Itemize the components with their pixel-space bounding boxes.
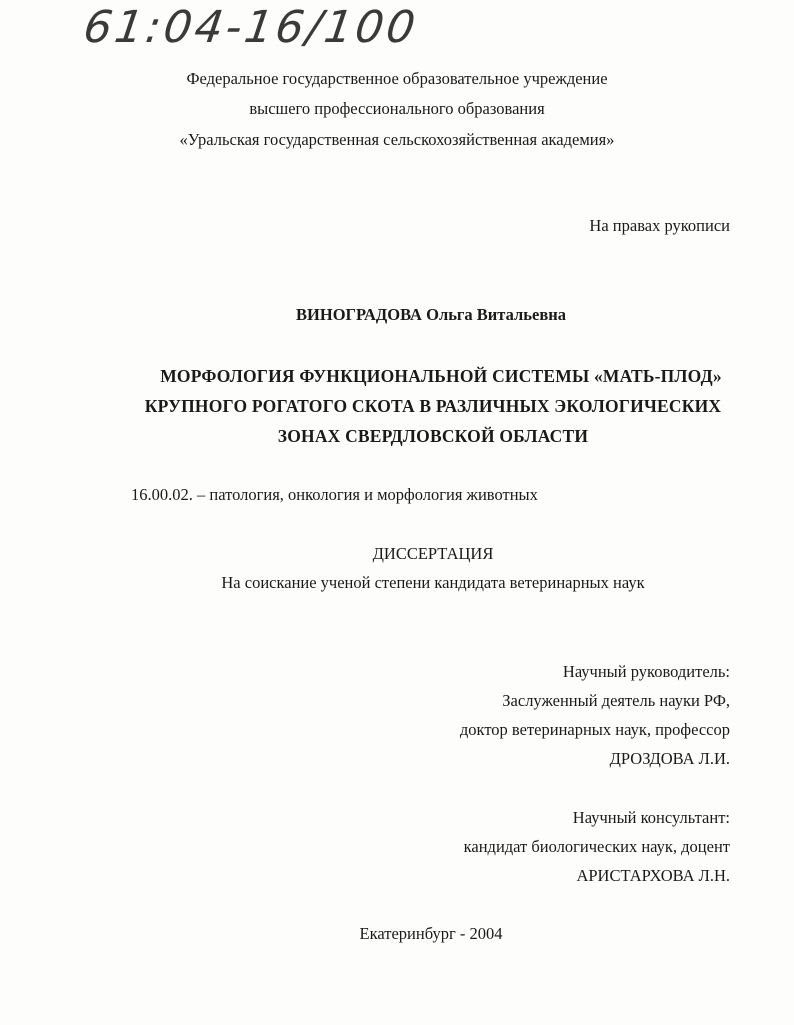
- thesis-title-line-2: КРУПНОГО РОГАТОГО СКОТА В РАЗЛИЧНЫХ ЭКОЛОГИЧЕСКИХ: [144, 396, 722, 416]
- archive-code-handwritten: 61:04-16/100: [80, 2, 422, 53]
- consultant-credentials: кандидат биологических наук, доцент: [463, 837, 730, 856]
- author-given-names: Ольга Витальевна: [426, 305, 566, 324]
- supervisor-name: ДРОЗДОВА Л.И.: [609, 749, 730, 768]
- supervisor-heading: Научный руководитель:: [562, 662, 730, 681]
- consultant-name: АРИСТАРХОВА Л.Н.: [576, 866, 730, 885]
- manuscript-note: На правах рукописи: [589, 216, 730, 235]
- institution-line-2: высшего профессионального образования: [249, 99, 545, 118]
- institution-line-1: Федеральное государственное образовательное учреждение: [186, 69, 608, 88]
- document-type: ДИССЕРТАЦИЯ: [372, 544, 494, 563]
- specialty-code: 16.00.02. – патология, онкология и морфология животных: [131, 485, 538, 504]
- supervisor-honor: Заслуженный деятель науки РФ,: [502, 691, 730, 710]
- author-surname: ВИНОГРАДОВА: [296, 305, 422, 324]
- thesis-title-line-1: МОРФОЛОГИЯ ФУНКЦИОНАЛЬНОЙ СИСТЕМЫ «МАТЬ-ПЛОД»: [160, 366, 722, 386]
- place-and-year: Екатеринбург - 2004: [359, 924, 503, 943]
- degree-sought: На соискание ученой степени кандидата ветеринарных наук: [221, 573, 645, 592]
- thesis-title-line-3: ЗОНАХ СВЕРДЛОВСКОЙ ОБЛАСТИ: [277, 426, 589, 446]
- supervisor-credentials: доктор ветеринарных наук, профессор: [459, 720, 730, 739]
- consultant-heading: Научный консультант:: [572, 808, 730, 827]
- institution-line-3: «Уральская государственная сельскохозяйственная академия»: [179, 130, 615, 149]
- author-name: [34, 305, 794, 325]
